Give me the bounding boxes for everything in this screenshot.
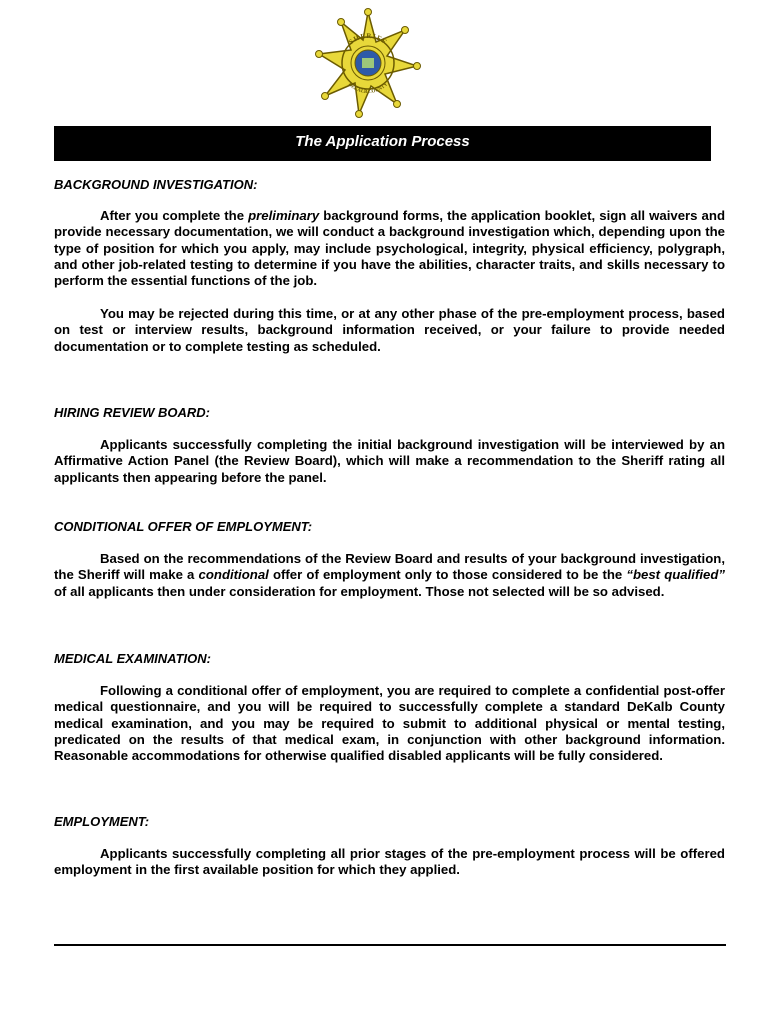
sheriff-badge-logo	[313, 8, 423, 118]
footer-rule	[54, 944, 726, 946]
employment-paragraph: Applicants successfully completing all prior stages of the pre-employment process will be offered employment in the first available position for which they applied.	[54, 846, 725, 878]
section-heading-medical-examination: MEDICAL EXAMINATION:	[54, 651, 211, 666]
section-heading-conditional-offer: CONDITIONAL OFFER OF EMPLOYMENT:	[54, 519, 313, 534]
section-heading-background-investigation: BACKGROUND INVESTIGATION:	[54, 177, 258, 192]
section-heading-employment: EMPLOYMENT:	[54, 814, 150, 829]
section-heading-hiring-review-board: HIRING REVIEW BOARD:	[54, 405, 210, 420]
badge-bottom-text: DEKALB COUNTY	[346, 82, 390, 96]
background-paragraph-1: After you complete the preliminary background forms, the application booklet, sign all waivers and provide necessary documentation, we will conduct a background investigation which, depending upon the type of position for which you apply, may include psychological, integrity, physical efficiency, polygraph, and other job-related testing to determine if you have the abilities, character traits, and skills necessary to perform the essential functions of the job.	[54, 208, 725, 289]
conditional-paragraph: Based on the recommendations of the Review Board and results of your background investigation, the Sheriff will make a conditional offer of employment only to those considered to be the “best qualified” of all applicants then under consideration for employment. Those not selected will be so advised.	[54, 551, 726, 599]
page-title: The Application Process	[54, 126, 711, 161]
badge-top-text: SHERIFF	[347, 31, 389, 47]
badge-seal-emblem	[362, 58, 374, 68]
background-paragraph-2: You may be rejected during this time, or at any other phase of the pre-employment process, based on test or interview results, background information received, or your failure to provide needed documentation or to complete testing as scheduled.	[54, 306, 725, 354]
medical-paragraph: Following a conditional offer of employment, you are required to complete a confidential post-offer medical questionnaire, and you will be required to successfully complete a standard DeKalb County medical examination, and you may be required to submit to additional physical or mental testing, predicated on the results of that medical exam, in conjunction with other background information. Reasonable accommodations for otherwise qualified disabled applicants will be fully considered.	[54, 683, 725, 764]
hiring-paragraph: Applicants successfully completing the initial background investigation will be interviewed by an Affirmative Action Panel (the Review Board), which will make a recommendation to the Sheriff rating all applicants then appearing before the panel.	[54, 437, 725, 485]
